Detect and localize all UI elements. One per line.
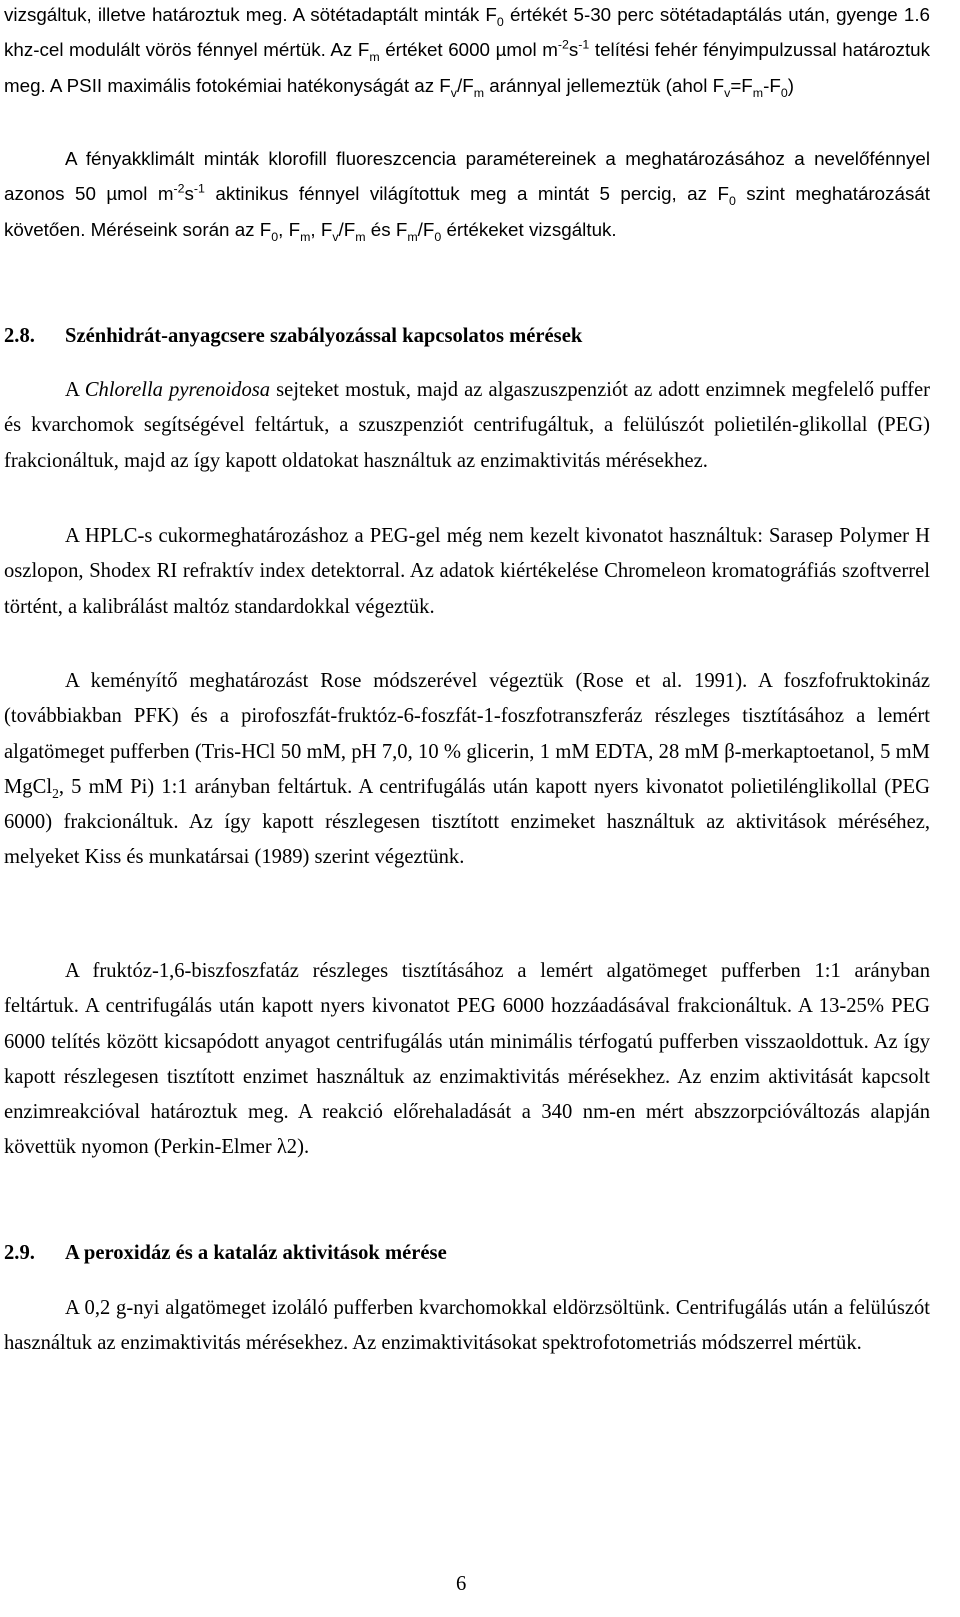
subscript: 2 (52, 786, 59, 801)
subscript: m (473, 85, 485, 100)
paragraph-dark-adapted (4, 0, 930, 103)
paragraph-hplc: A HPLC-s cukormeghatározáshoz a PEG-gel még nem kezelt kivonatot használtuk: Sarasep Polymer H oszlopon, Shodex RI refraktív index detektorral. Az adatok kiértékelése Chromeleon kromatográfiás szoftverrel történt, a kalibrálást maltóz standardokkal végeztük. (4, 525, 930, 618)
superscript: -2 (557, 38, 569, 53)
paragraph-chlorella (4, 373, 930, 479)
paragraph-light-acclimated (4, 141, 930, 247)
subscript: m (752, 85, 764, 100)
text-run: értékeket vizsgáltuk. (441, 218, 617, 240)
text-run: -F (763, 74, 781, 96)
subscript: 0 (780, 85, 788, 100)
text-run: ) (787, 74, 794, 96)
text-run: telítési fehér fényimpulzussal határoztuk meg. A PSII maximális fotokémiai hatékonyságát az F (4, 39, 930, 96)
subscript: v (450, 85, 457, 100)
subscript: v (332, 229, 339, 244)
superscript: -1 (193, 182, 205, 197)
text-run: =F (730, 74, 753, 96)
species-name: Chlorella pyrenoidosa (84, 379, 271, 401)
section-number: 2.9. (4, 1242, 35, 1264)
text-run: sejteket mostuk, majd az algaszuszpenziót az adott enzimnek megfelelő puffer és kvarchomok segítségével feltártuk, a szuszpenziót centrifugáltuk, a felülúszót polietilén-glikollal (PEG) frakcionáltuk, majd az így kapott oldatokat használtuk az enzimaktivitás mérésekhez. (4, 379, 930, 472)
page-number: 6 (456, 1573, 467, 1595)
text-run: vizsgáltuk, illetve határoztuk meg. A sötétadaptált minták F (4, 4, 497, 25)
section-heading-2-8 (4, 322, 582, 350)
text-run: aránnyal jellemeztük (ahol F (484, 74, 725, 96)
text-run: , 5 mM Pi) 1:1 arányban feltártuk. A centrifugálás után kapott nyers kivonatot polietilénglikollal (PEG 6000) frakcionáltuk. Az így kapott részlegesen tisztított enzimeket használtuk az aktivitások méréséhez, melyeket Kiss és munkatársai (1989) szerint végeztünk. (4, 775, 930, 869)
subscript: 0 (496, 14, 504, 29)
section-number: 2.8. (4, 325, 35, 347)
text-run: /F (456, 74, 474, 96)
superscript: -2 (173, 182, 185, 197)
subscript: 0 (728, 194, 736, 209)
text-run: értéket 6000 µmol m (379, 39, 558, 61)
subscript: 0 (271, 229, 279, 244)
text-run: értékét 5-30 perc sötétadaptálás után, gyenge 1.6 khz-cel modulált vörös fénnyel mértük. Az F (4, 4, 930, 61)
text-run: és F (365, 218, 408, 240)
text-run: A fényakklimált minták klorofill fluoreszcencia paramétereinek a meghatározásához a nevelőfénnyel azonos 50 µmol m (4, 148, 930, 205)
subscript: m (369, 50, 380, 65)
subscript: m (407, 229, 418, 244)
subscript: m (300, 229, 311, 244)
section-title: A peroxidáz és a kataláz aktivitások mérése (65, 1242, 447, 1264)
paragraph-peroxidase: A 0,2 g-nyi algatömeget izoláló pufferben kvarchomokkal eldörzsöltünk. Centrifugálás után a felülúszót használtuk az enzimaktivitás mérésekhez. Az enzimaktivitásokat spektrofotometriás módszerrel mértük. (4, 1297, 930, 1355)
superscript: -1 (578, 38, 590, 53)
section-heading-2-9 (4, 1239, 447, 1267)
text-run: /F (417, 218, 435, 240)
text-run: , F (310, 218, 333, 240)
subscript: m (355, 229, 366, 244)
text-run: aktinikus fénnyel világítottuk meg a mintát 5 percig, az F (204, 183, 729, 205)
subscript: 0 (434, 229, 442, 244)
text-run: /F (338, 218, 356, 240)
text-run: , F (278, 218, 301, 240)
text-run: A keményítő meghatározást Rose módszerével végeztük (Rose et al. 1991). A foszfofruktokináz (továbbiakban PFK) és a pirofoszfát-fruktóz-6-foszfát-1-foszfotranszferáz részleges tisztításához a lemért algatömeget pufferben (Tris-HCl 50 mM, pH 7,0, 10 % glicerin, 1 mM EDTA, 28 mM β-merkaptoetanol, 5 mM MgCl (4, 670, 930, 798)
text-run: A (65, 379, 85, 401)
subscript: v (724, 85, 731, 100)
paragraph-fbpase: A fruktóz-1,6-biszfoszfatáz részleges tisztításához a lemért algatömeget pufferben 1:1 arányban feltártuk. A centrifugálás után kapott nyers kivonatot PEG 6000 hozzáadásával frakcionáltuk. A 13-25% PEG 6000 telítés között kicsapódott anyagot centrifugálás után minimális térfogatú pufferben visszaoldottuk. Az így kapott részlegesen tisztított enzimet használtuk az enzimaktivitás mérésekhez. Az enzim aktivitását kapcsolt enzimreakcióval határoztuk meg. A reakció előrehaladását a 340 nm-en mért abszzorpcióváltozás alapján követtük nyomon (Perkin-Elmer λ2). (4, 960, 930, 1159)
paragraph-starch-pfk (4, 664, 930, 876)
section-title: Szénhidrát-anyagcsere szabályozással kapcsolatos mérések (65, 325, 583, 347)
text-run: szint meghatározását követően. Méréseink során az F (4, 183, 931, 240)
text-run: s (184, 183, 194, 205)
text-run: s (568, 39, 579, 61)
